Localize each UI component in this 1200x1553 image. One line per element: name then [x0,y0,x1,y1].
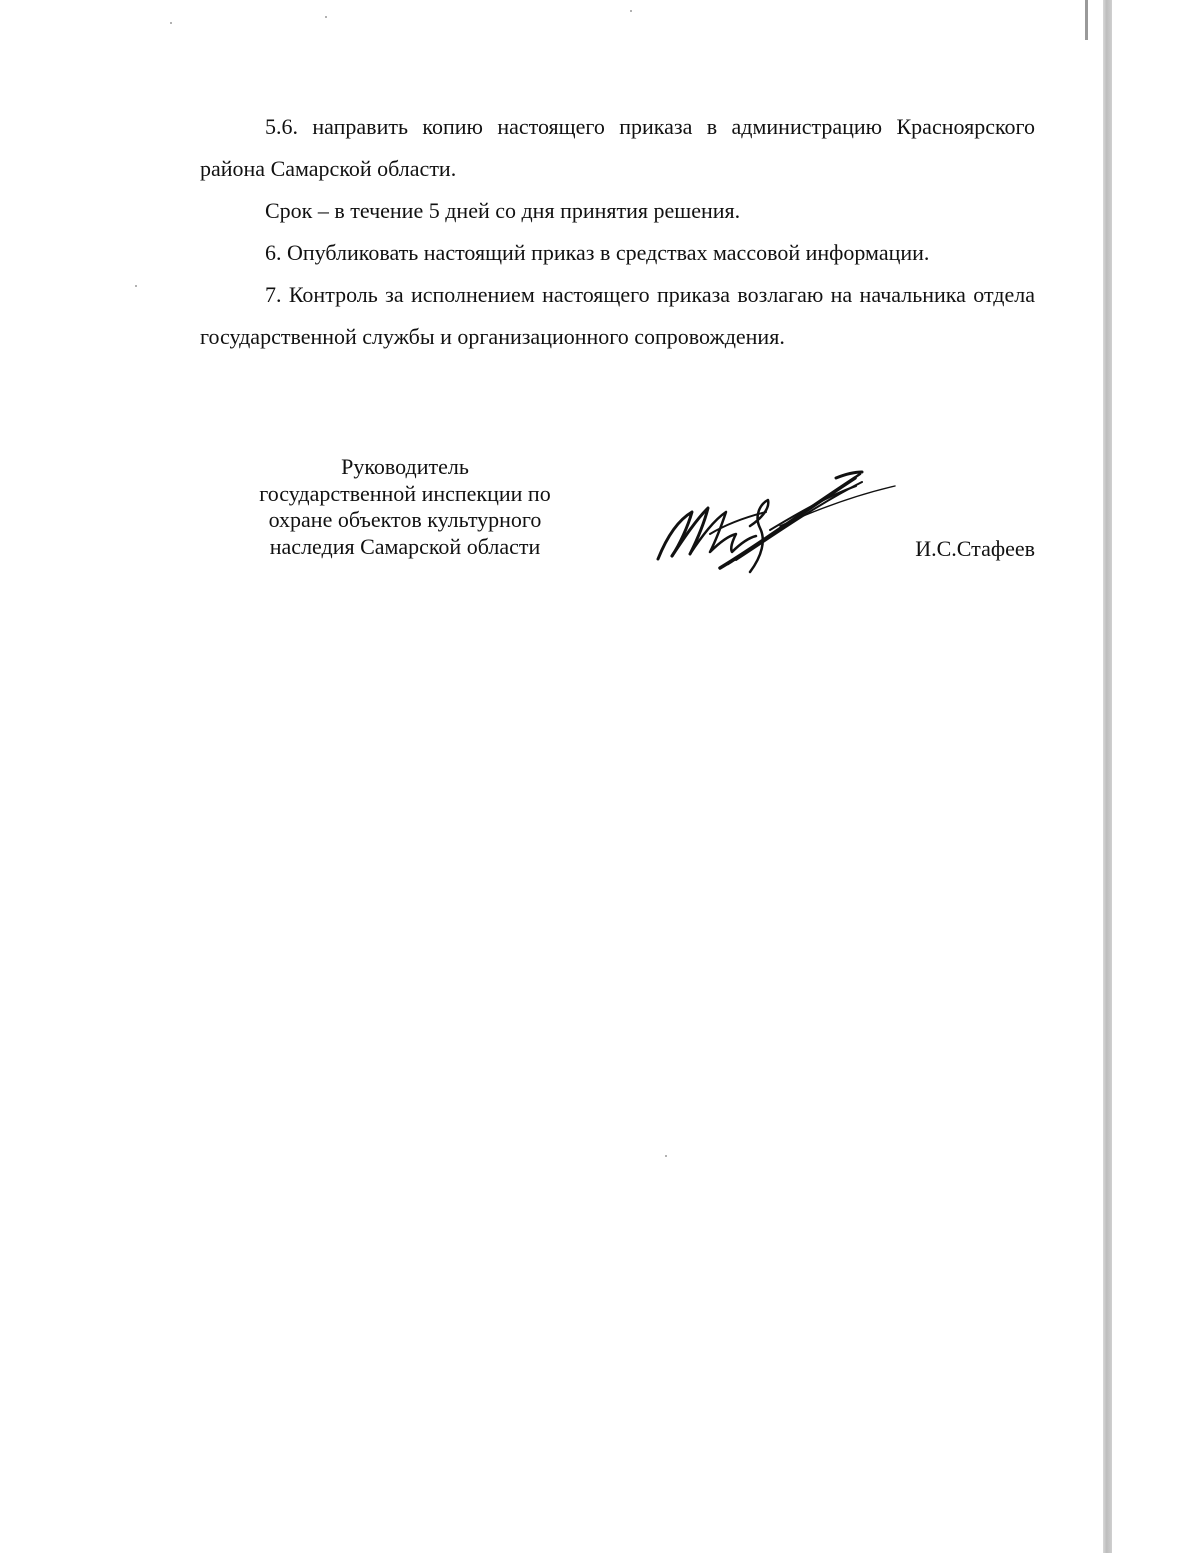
signatory-title-line: Руководитель [341,454,469,479]
signatory-title-line: государственной инспекции по [259,480,551,506]
signature-block [200,454,1035,584]
paragraph-7: 7. Контроль за исполнением настоящего приказа возлагаю на начальника отдела государственной службы и организационного сопровождения. [200,282,1035,349]
order-body [200,106,1035,358]
signatory-title [230,454,580,560]
paragraph-deadline: Срок – в течение 5 дней со дня принятия решения. [265,198,741,223]
signatory-title-line: охране объектов культурного [268,507,542,532]
scan-edge-shadow [1103,0,1112,1553]
handwritten-signature [650,464,900,584]
signatory-name: И.С.Стафеев [915,536,1035,561]
scan-speck [170,22,172,24]
scan-speck [665,1155,667,1157]
scan-speck [325,16,327,18]
scan-speck [135,285,137,287]
paragraph-6: 6. Опубликовать настоящий приказ в средствах массовой информации. [265,240,930,265]
signatory-title-line: наследия Самарской области [269,533,541,559]
scan-edge-mark [1085,0,1088,40]
scan-speck [630,10,632,12]
paragraph-5-6: 5.6. направить копию настоящего приказа в администрацию Красноярского района Самарской области. [200,114,1035,181]
